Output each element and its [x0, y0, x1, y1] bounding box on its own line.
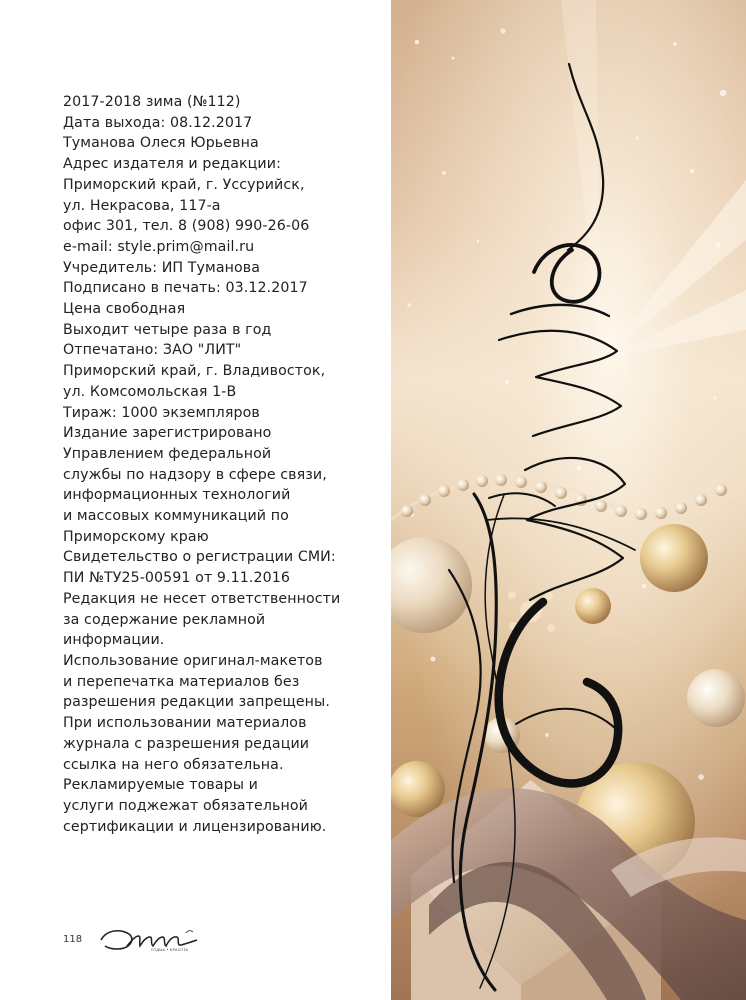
imprint-line: Тираж: 1000 экземпляров [63, 404, 260, 421]
imprint-line: Приморский край, г. Владивосток, [63, 363, 326, 380]
imprint-line: Издание зарегистрировано [63, 425, 272, 442]
imprint-text [63, 92, 383, 837]
footer-logo-subtitle: ОТДЫХ • КРАСОТА [151, 948, 189, 952]
imprint-line: 2017-2018 зима (№112) [63, 94, 241, 110]
imprint-line: Рекламируемые товары и [63, 777, 258, 794]
imprint-line: Учредитель: ИП Туманова [63, 259, 261, 276]
imprint-line: Редакция не несет ответственности [63, 590, 341, 607]
imprint-line: и массовых коммуникаций по [63, 508, 289, 525]
imprint-line: Подписано в печать: 03.12.2017 [63, 280, 308, 297]
imprint-line: Использование оригинал-макетов [63, 652, 323, 669]
imprint-line: Туманова Олеся Юрьевна [63, 135, 259, 152]
imprint-line: и перепечатка материалов без [63, 673, 300, 690]
cover-illustration [391, 0, 746, 1000]
imprint-line: Управлением федеральной [63, 445, 272, 462]
imprint-line: офис 301, тел. 8 (908) 990-26-06 [63, 218, 310, 235]
imprint-line: Дата выхода: 08.12.2017 [63, 114, 253, 131]
imprint-line: ул. Некрасова, 117-а [63, 197, 221, 214]
imprint-line: При использовании материалов [63, 715, 307, 732]
magazine-cover-panel [391, 0, 746, 1000]
imprint-line: службы по надзору в сфере связи, [63, 466, 327, 483]
imprint-line: информации. [63, 632, 165, 649]
imprint-line: Приморский край, г. Уссурийск, [63, 176, 305, 193]
imprint-line: Адрес издателя и редакции: [63, 156, 281, 173]
imprint-line: журнала с разрешения редации [63, 735, 310, 752]
imprint-line: Приморскому краю [63, 528, 209, 545]
imprint-line: услуги поджежат обязательной [63, 797, 308, 814]
imprint-line: ПИ №ТУ25-00591 от 9.11.2016 [63, 570, 291, 587]
imprint-line: сертификации и лицензированию. [63, 818, 327, 835]
imprint-line: ул. Комсомольская 1-В [63, 383, 237, 400]
page-footer [63, 926, 223, 956]
imprint-line: за содержание рекламной [63, 611, 266, 628]
imprint-line: разрешения редакции запрещены. [63, 694, 330, 711]
imprint-line: ссылка на него обязательна. [63, 756, 284, 773]
imprint-line: Цена свободная [63, 301, 186, 318]
imprint-line: Свидетельство о регистрации СМИ: [63, 549, 336, 566]
imprint-line: Выходит четыре раза в год [63, 321, 272, 338]
imprint-line: e-mail: style.prim@mail.ru [63, 238, 255, 255]
imprint-line: Отпечатано: ЗАО "ЛИТ" [63, 342, 242, 359]
page-number: 118 [63, 934, 83, 945]
imprint-line: информационных технологий [63, 487, 291, 504]
